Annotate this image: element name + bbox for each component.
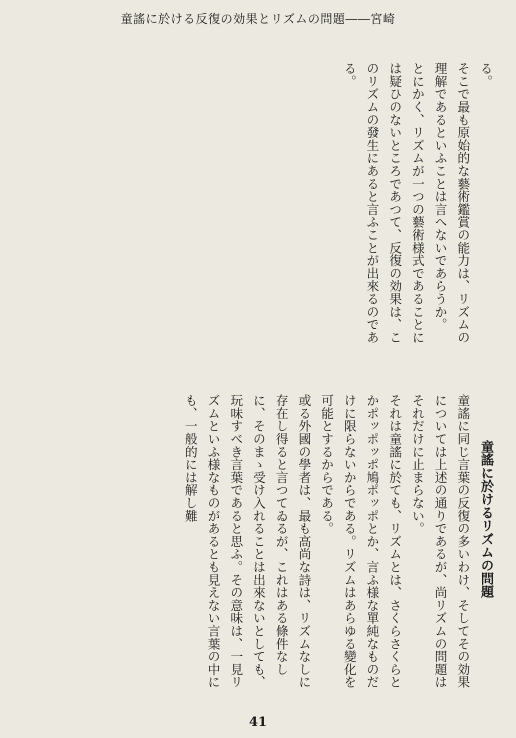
- paragraph: とにかく、リズムが一つの藝術様式であることには疑ひのないところであつて、反復の効果は、このリズムの發生にあると言ふことが出來るのである。: [341, 62, 425, 344]
- paragraph: そこで最も原始的な藝術鑑賞の能力は、リズムの理解であるといふことは言へないであらうか。: [432, 62, 471, 344]
- page-number: 41: [248, 715, 268, 730]
- upper-text-block: [20, 62, 496, 356]
- running-head: 童謠に於ける反復の効果とリズムの問題――宮崎: [120, 12, 396, 26]
- paragraph: 或る外國の學者は、最も高尚な詩は、リズムなしに存在し得ると言つてゐるが、これはある條件なしに、そのまゝ受け入れることは出來ないとしても、玩味すべき言葉であると思ふ。その意味は、一見リズムといふ様なものがあるとも見えない言葉の中にも、一般的には解し難: [182, 394, 312, 689]
- paragraph: 童謠に同じ言葉の反復の多いわけ、そしてその効果については上述の通りであるが、尚リズムの問題はそれだけに止まらない。: [409, 394, 471, 689]
- paragraph: る。: [478, 62, 493, 88]
- section-heading: 童謠に於けるリズムの問題: [478, 440, 493, 599]
- paragraph: それは童謠に於ても、リズムとは、さくらさくらとかポッポッポ鳩ポッポとか、言ふ様な單純なものだけに限らないからである。リズムはあらゆる變化を可能とするからである。: [319, 394, 403, 689]
- lower-text-block: [20, 394, 496, 700]
